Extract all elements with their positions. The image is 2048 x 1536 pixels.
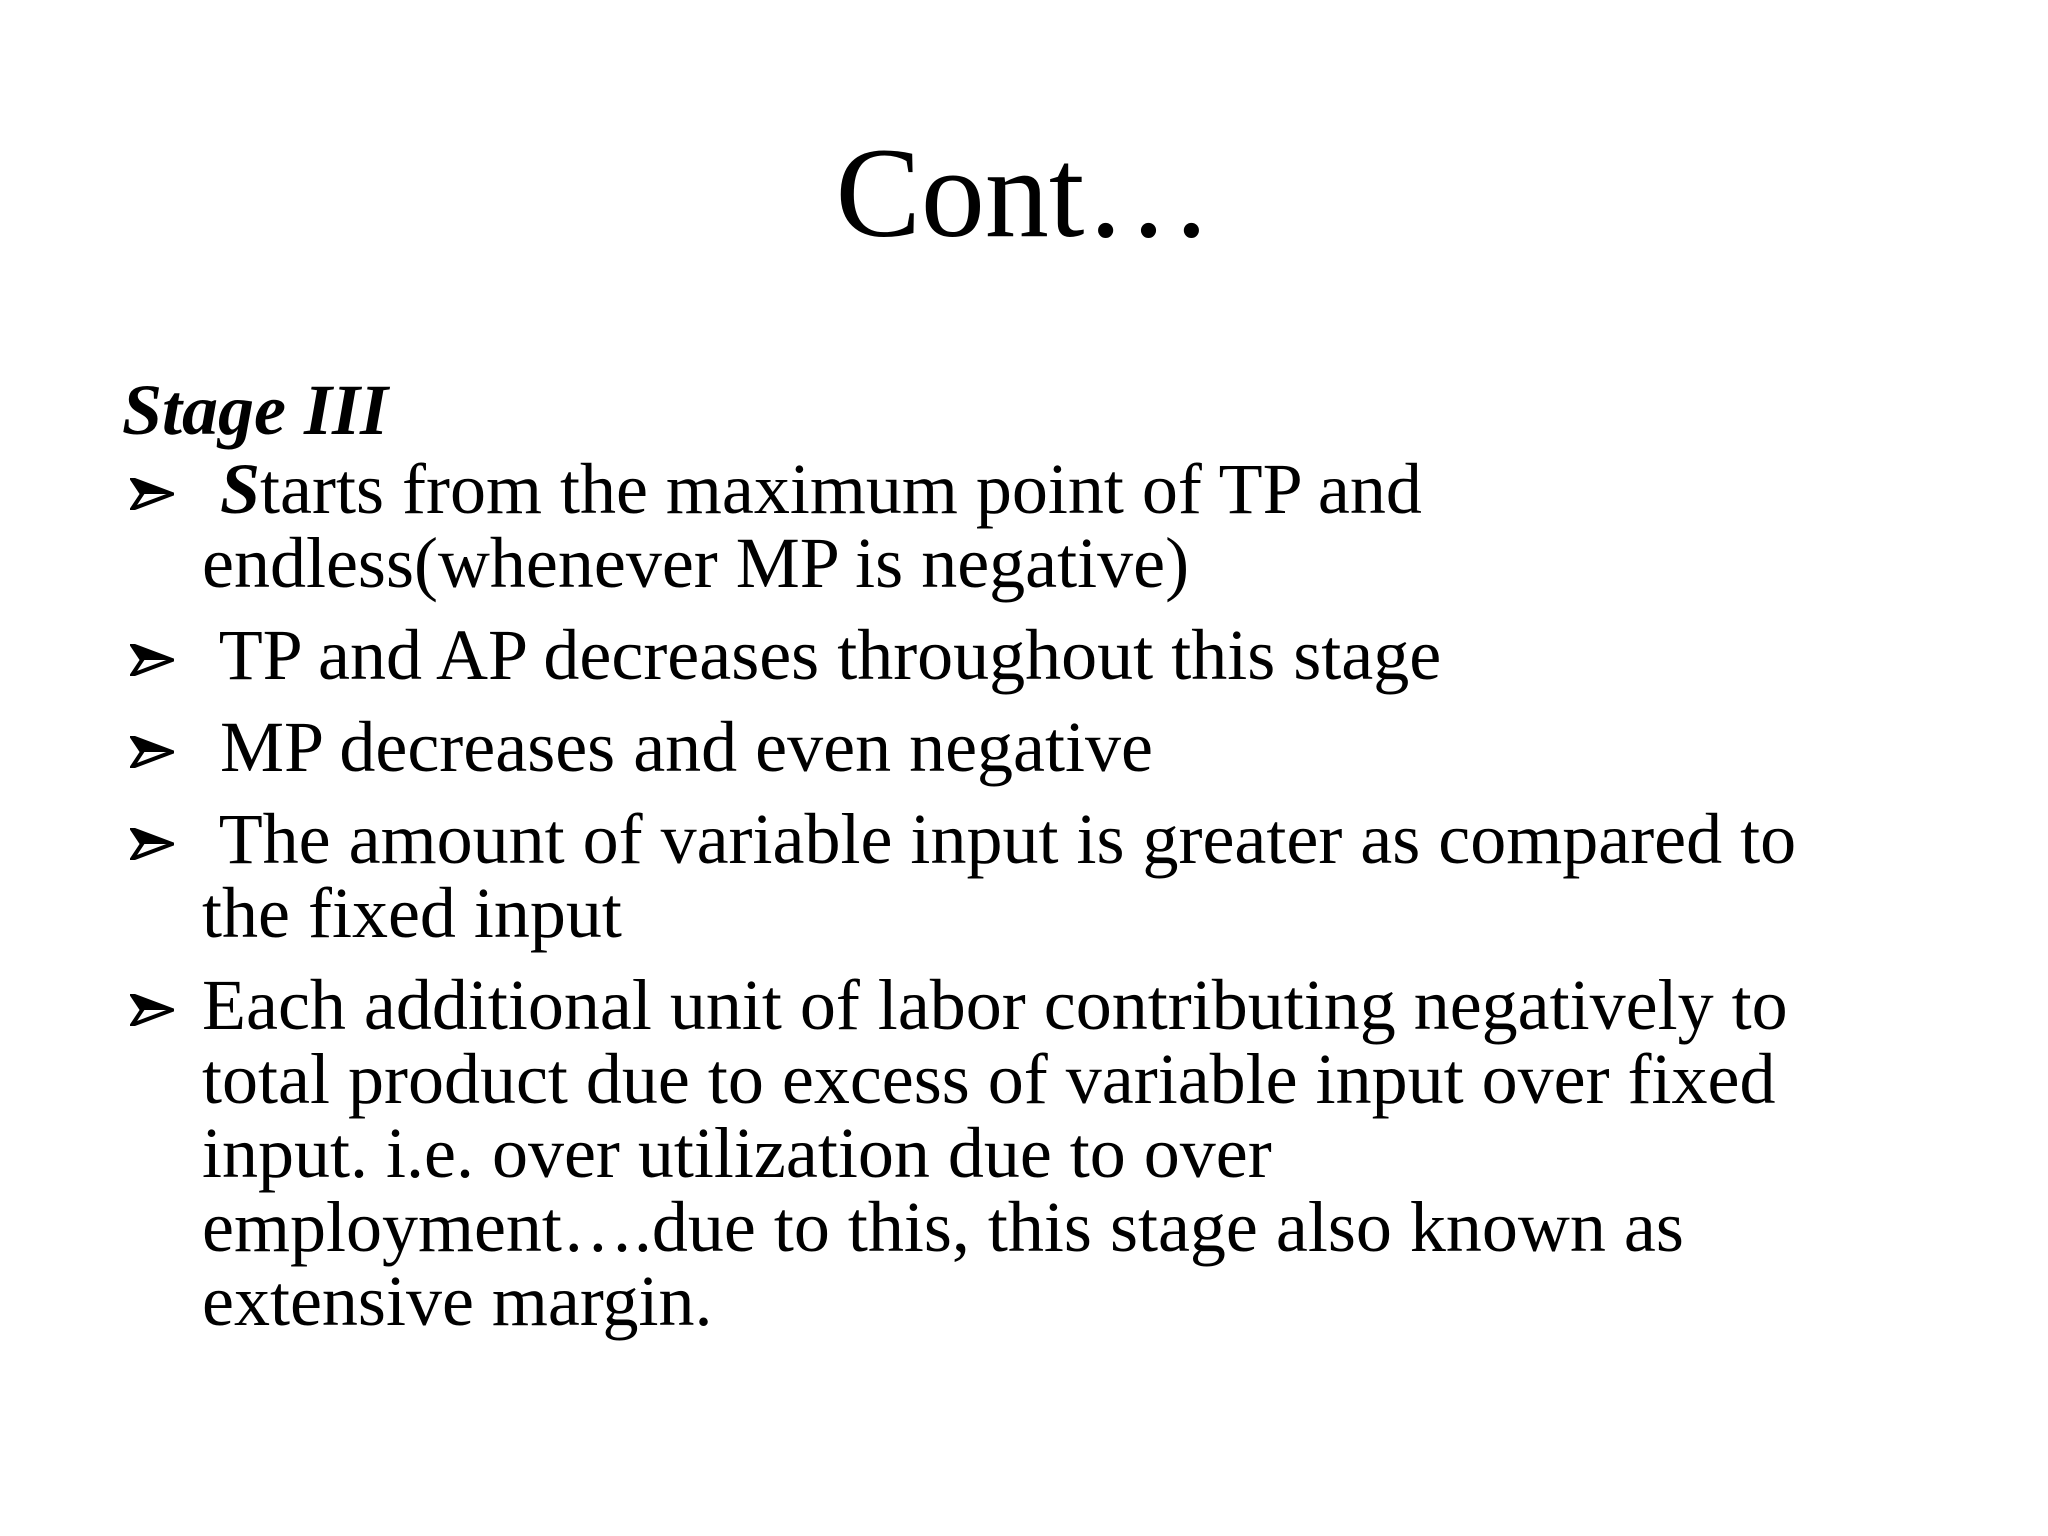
bullet-item-5 [126,965,1966,1341]
bullet-3-line-1: MP decreases and even negative [202,707,1153,787]
arrowhead-bullet-icon [126,710,182,784]
arrowhead-bullet-icon [126,968,182,1042]
bullet-5-line-4: employment….due to this, this stage also known as [202,1187,1684,1267]
arrowhead-bullet-icon [126,802,182,876]
bullet-item-2 [126,615,1966,695]
bullet-4-line-2: the fixed input [202,873,622,953]
bullet-item-1 [126,449,1966,603]
bullet-5-line-5: extensive margin. [202,1261,713,1341]
bullet-1-first-letter: S [220,449,261,529]
bullet-5-line-1: Each additional unit of labor contributing negatively to [202,965,1788,1045]
bullet-5-line-2: total product due to excess of variable input over fixed [202,1039,1776,1119]
bullet-1-line-2: endless(whenever MP is negative) [202,523,1190,603]
bullet-4-line-1: The amount of variable input is greater as compared to [202,799,1797,879]
bullet-1-line-1-text: tarts from the maximum point of TP and [260,449,1422,529]
bullet-1-line-1 [202,449,1966,529]
arrowhead-bullet-icon [126,618,182,692]
bullet-list [126,449,1966,1356]
arrowhead-bullet-icon [126,452,182,526]
slide-title: Cont… [835,122,1213,264]
stage-heading: Stage III [122,370,389,450]
bullet-5-line-3: input. i.e. over utilization due to over [202,1113,1272,1193]
bullet-2-line-1: TP and AP decreases throughout this stage [202,615,1442,695]
bullet-item-3 [126,707,1966,787]
bullet-item-4 [126,799,1966,953]
